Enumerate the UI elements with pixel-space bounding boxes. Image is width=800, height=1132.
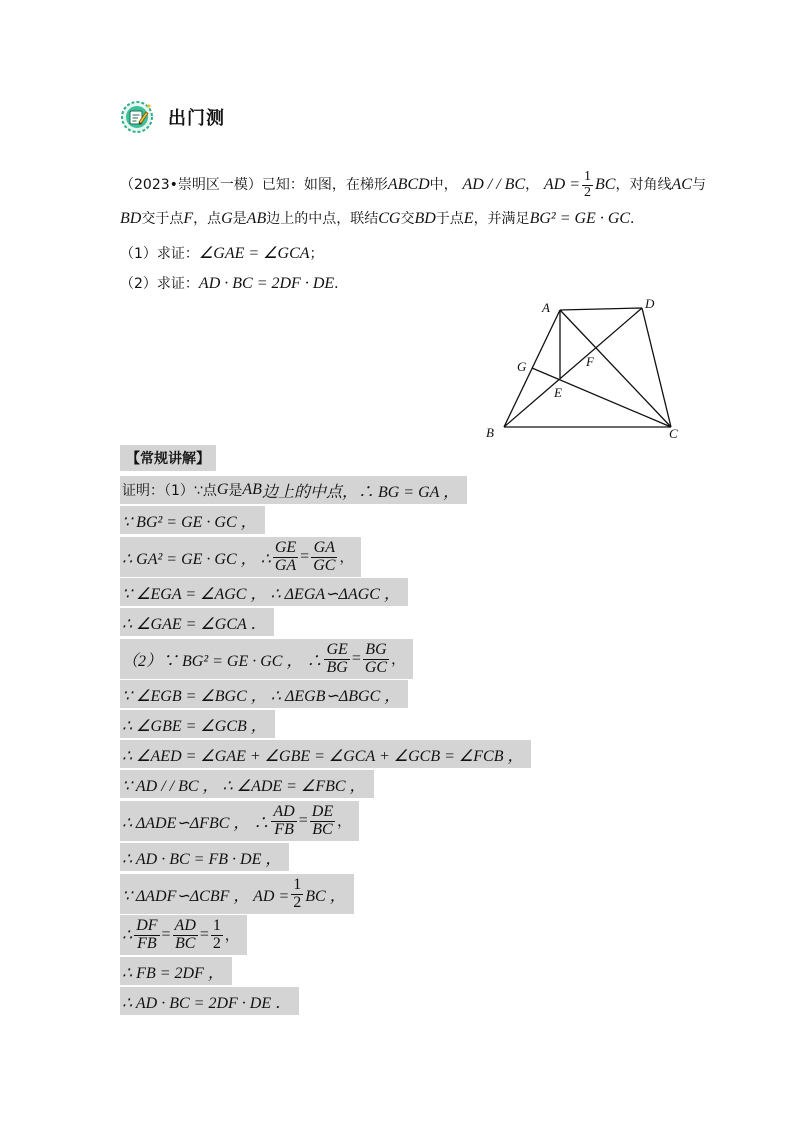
solution-line-14: ∴ $\frac{DF}{FB}$ = $\frac{AD}{BC}$ = $\frac{1}{2}$ ， [120,915,247,955]
sol3-frac-1: $\frac{GE}{GA}$ [274,538,297,574]
sol2-text: ∵ BG² = GE · GC ， [122,513,257,531]
question-1 [120,243,324,263]
seg-bd: BD [120,210,142,227]
label-f: F [586,354,594,369]
point-e: E [463,210,474,227]
sol7-text: ∵ ∠EGB = ∠BGC ， ∴ ΔEGB∽ΔBGC ， [122,687,401,705]
label-g: G [517,359,527,374]
sol1-post: 边上的中点，∴ BG = GA ， [261,483,460,501]
text-is: 是 [232,211,247,227]
sol14-text: ∴ [122,927,133,944]
sol10-text: ∵ AD / / BC ， ∴ ∠ADE = ∠FBC ， [122,777,366,795]
section-title: 出门测 [168,108,225,129]
seg-ab: AB [246,210,267,227]
sol14-frac-3: $\frac{1}{2}$ [212,916,221,952]
condition-half-rhs: BC [595,176,616,194]
sol5-text: ∴ ∠GAE = ∠GCA ． [122,615,267,633]
solution-line-12 [120,843,289,871]
solution-line-1 [120,476,467,504]
solution-line-7 [120,680,408,708]
side-dc [642,308,671,427]
sol1-pre: 证明：（1）∵点 [122,483,217,499]
text-jiao: 交 [400,211,415,227]
condition-half-lhs: AD = [543,176,581,194]
sol3-frac-2: $\frac{GA}{GC}$ [313,538,336,574]
midpoint-text: 边上的中点，联结 [266,211,379,227]
label-e: E [554,385,562,400]
half-den: 2 [584,184,592,200]
solution-line-3: ∴ GA² = GE · GC ， ∴ $\frac{GE}{GA}$ = $\frac{GA}{GC}$ ， [120,537,361,577]
pencil-note-icon [120,100,154,134]
diagonal-ac [560,310,671,427]
solution-line-15 [120,957,232,985]
point-g: G [221,210,233,227]
solution-heading: 【常规讲解】 [120,445,216,471]
q1-end: ； [309,246,324,262]
text-in: 中， [429,177,458,194]
q2-expr: AD · BC = 2DF · DE [198,275,335,292]
sol6-frac-2: $\frac{BG}{GC}$ [364,640,388,676]
solution-line-6: （2）∵ BG² = GE · GC ， ∴ $\frac{GE}{BG}$ = $\frac{BG}{GC}$ ， [120,639,413,679]
problem-intro: 已知：如图，在梯形 [261,177,388,194]
trapezoid-figure [480,292,690,452]
sol8-text: ∴ ∠GBE = ∠GCB ， [122,717,267,735]
sol12-text: ∴ AD · BC = FB · DE ， [122,850,282,868]
sol14-frac-2: $\frac{AD}{BC}$ [174,916,196,952]
label-d: D [645,296,655,311]
text-yu: 与 [691,177,706,194]
diagonal-text: ，对角线 [615,177,672,194]
sol13-frac: $\frac{1}{2}$ [293,875,302,911]
sol11-text: ∴ ΔADE∽ΔFBC ， ∴ [122,814,270,832]
sol16-text: ∴ AD · BC = 2DF · DE ． [122,994,292,1012]
period: ． [630,211,645,227]
solution-line-13: ∵ ΔADF∽ΔCBF ， AD = $\frac{1}{2}$ BC ， [120,874,354,914]
point-f: F [183,210,194,227]
sol9-text: ∴ ∠AED = ∠GAE + ∠GBE = ∠GCA + ∠GCB = ∠FCB ， [122,747,524,765]
solution-line-9 [120,740,531,768]
q2-label: （2）求证： [120,276,199,292]
q1-expr: ∠GAE = ∠GCA [198,245,310,262]
seg-ac: AC [671,176,692,194]
question-2 [120,273,348,293]
label-b: B [486,425,494,440]
sol1-g: G [216,481,229,498]
seg-cg: CG [378,210,401,227]
sol11-frac-2: $\frac{DE}{BC}$ [311,802,334,838]
sol14-frac-1: $\frac{DF}{FB}$ [136,916,158,952]
condition-bg2: BG² = GE · GC [529,210,631,227]
half-num: 1 [584,169,592,184]
sol6-frac-1: $\frac{GE}{BG}$ [326,640,348,676]
q2-end: ． [334,276,349,292]
solution-line-5 [120,608,274,636]
problem-line-1 [120,170,706,200]
sol15-text: ∴ FB = 2DF ， [122,964,224,982]
text-point: ，点 [193,211,222,227]
sol11-frac-1: $\frac{AD}{FB}$ [273,802,295,838]
problem-line-2: BD交于点F，点G是AB边上的中点，联结CG交BD于点E，并满足BG² = GE · GC． [120,210,645,227]
sol1-ab: AB [242,481,262,498]
label-c: C [669,426,678,441]
sol4-text: ∵ ∠EGA = ∠AGC ， ∴ ΔEGA∽ΔAGC ， [122,585,400,603]
sol3-text: ∴ GA² = GE · GC ， ∴ [122,550,271,568]
side-ad [560,308,642,310]
seg-bd-2: BD [414,210,436,227]
text-intersect: 交于点 [141,211,184,227]
condition-parallel: AD / / BC [462,176,526,194]
solution-line-10 [120,770,374,798]
solution-line-2 [120,506,265,534]
sol1-mid: 是 [228,483,243,499]
trapezoid-name: ABCD [387,176,430,194]
problem-source: （2023•崇明区一模） [120,177,262,194]
sol6-text: （2）∵ BG² = GE · GC ， ∴ [122,652,323,670]
solution-line-11: ∴ ΔADE∽ΔFBC ， ∴ $\frac{AD}{FB}$ = $\frac{DE}{BC}$ ， [120,801,359,841]
solution-line-8 [120,710,275,738]
half-fraction [582,170,593,200]
solution-line-4 [120,578,408,606]
satisfy-text: ，并满足 [473,211,530,227]
sol13-text: ∵ ΔADF∽ΔCBF ， AD = [122,887,290,905]
comma: ， [525,177,540,194]
solution-line-16 [120,987,299,1015]
label-a: A [542,300,550,315]
segment-cg [532,368,671,427]
q1-label: （1）求证： [120,246,199,262]
